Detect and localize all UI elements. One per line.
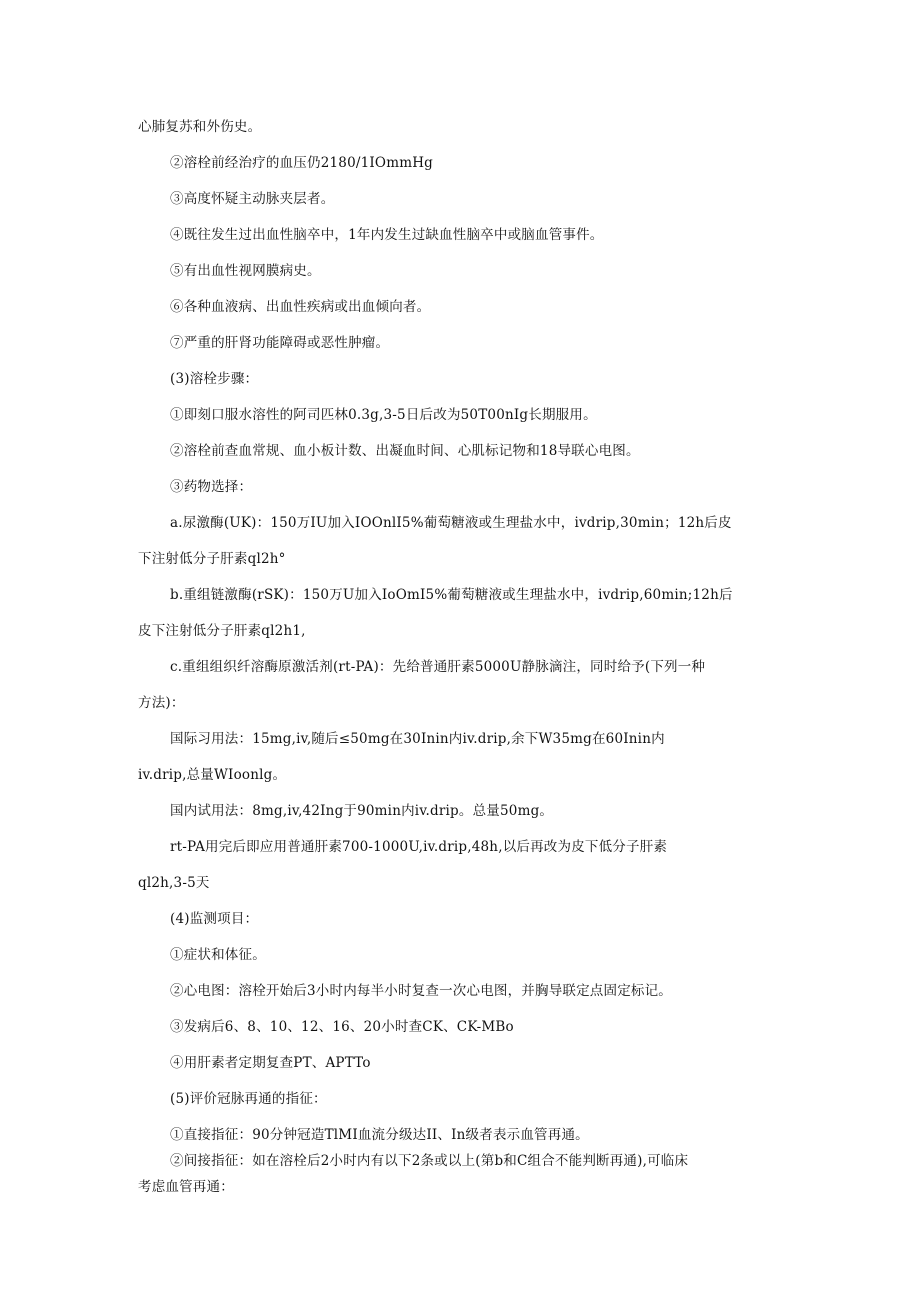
paragraph-line: ②溶栓前经治疗的血压仍2180/1IOmmHg	[170, 155, 434, 171]
paragraph-line: ②溶栓前查血常规、血小板计数、出凝血时间、心肌标记物和18导联心电图。	[170, 443, 640, 459]
section-heading: (5)评价冠脉再通的指征：	[170, 1091, 327, 1107]
paragraph-line: ⑥各种血液病、出血性疾病或出血倾向者。	[170, 299, 431, 315]
paragraph-line: ④用肝素者定期复查PT、APTTo	[170, 1055, 371, 1071]
section-heading: (4)监测项目：	[170, 911, 259, 927]
paragraph-line: c.重组组织纤溶酶原激活剂(rt-PA)：先给普通肝素5000U静脉滴注，同时给予(下列一种	[170, 659, 706, 675]
paragraph-line: a.尿激酶(UK)：150万IU加入IOOnlI5%葡萄糖液或生理盐水中，ivdrip,30min；12h后皮	[170, 515, 732, 531]
paragraph-line: ①症状和体征。	[170, 947, 266, 963]
paragraph-line: 考虑血管再通：	[138, 1179, 234, 1195]
paragraph-line: ③药物选择：	[170, 479, 253, 495]
section-heading: (3)溶栓步骤：	[170, 371, 259, 387]
paragraph-line: b.重组链激酶(rSK)：150万U加入IoOmI5%葡萄糖液或生理盐水中，ivdrip,60min;12h后	[170, 587, 733, 603]
paragraph-line: 皮下注射低分子肝素ql2h1,	[138, 623, 306, 639]
paragraph-line: 下注射低分子肝素ql2h°	[138, 551, 286, 567]
paragraph-line: ④既往发生过出血性脑卒中，1年内发生过缺血性脑卒中或脑血管事件。	[170, 227, 604, 243]
paragraph-line: ①即刻口服水溶性的阿司匹林0.3g,3-5日后改为50T00nIg长期服用。	[170, 407, 597, 423]
paragraph-line: 国际习用法：15mg,iv,随后≤50mg在30Inin内iv.drip,余下W35mg在60Inin内	[170, 731, 665, 747]
paragraph-line: ①直接指征：90分钟冠造TlMI血流分级达II、In级者表示血管再通。	[170, 1127, 589, 1143]
paragraph-line: 方法)：	[138, 695, 185, 711]
paragraph-line: ②间接指征：如在溶栓后2小时内有以下2条或以上(第b和C组合不能判断再通),可临床	[170, 1153, 689, 1169]
paragraph-line: ③发病后6、8、10、12、16、20小时查CK、CK-MBo	[170, 1019, 514, 1035]
paragraph-line: rt-PA用完后即应用普通肝素700-1000U,iv.drip,48h,以后再改为皮下低分子肝素	[170, 839, 668, 855]
paragraph-line: ③高度怀疑主动脉夹层者。	[170, 191, 335, 207]
paragraph-line: ql2h,3-5天	[138, 875, 210, 891]
paragraph-line: 国内试用法：8mg,iv,42Ing于90min内iv.drip。总量50mg。	[170, 803, 554, 819]
paragraph-line: 心肺复苏和外伤史。	[138, 119, 262, 135]
paragraph-line: iv.drip,总量WIoonlg。	[138, 767, 287, 783]
paragraph-line: ⑦严重的肝肾功能障碍或恶性肿瘤。	[170, 335, 390, 351]
paragraph-line: ②心电图：溶栓开始后3小时内每半小时复查一次心电图，并胸导联定点固定标记。	[170, 983, 672, 999]
paragraph-line: ⑤有出血性视网膜病史。	[170, 263, 321, 279]
